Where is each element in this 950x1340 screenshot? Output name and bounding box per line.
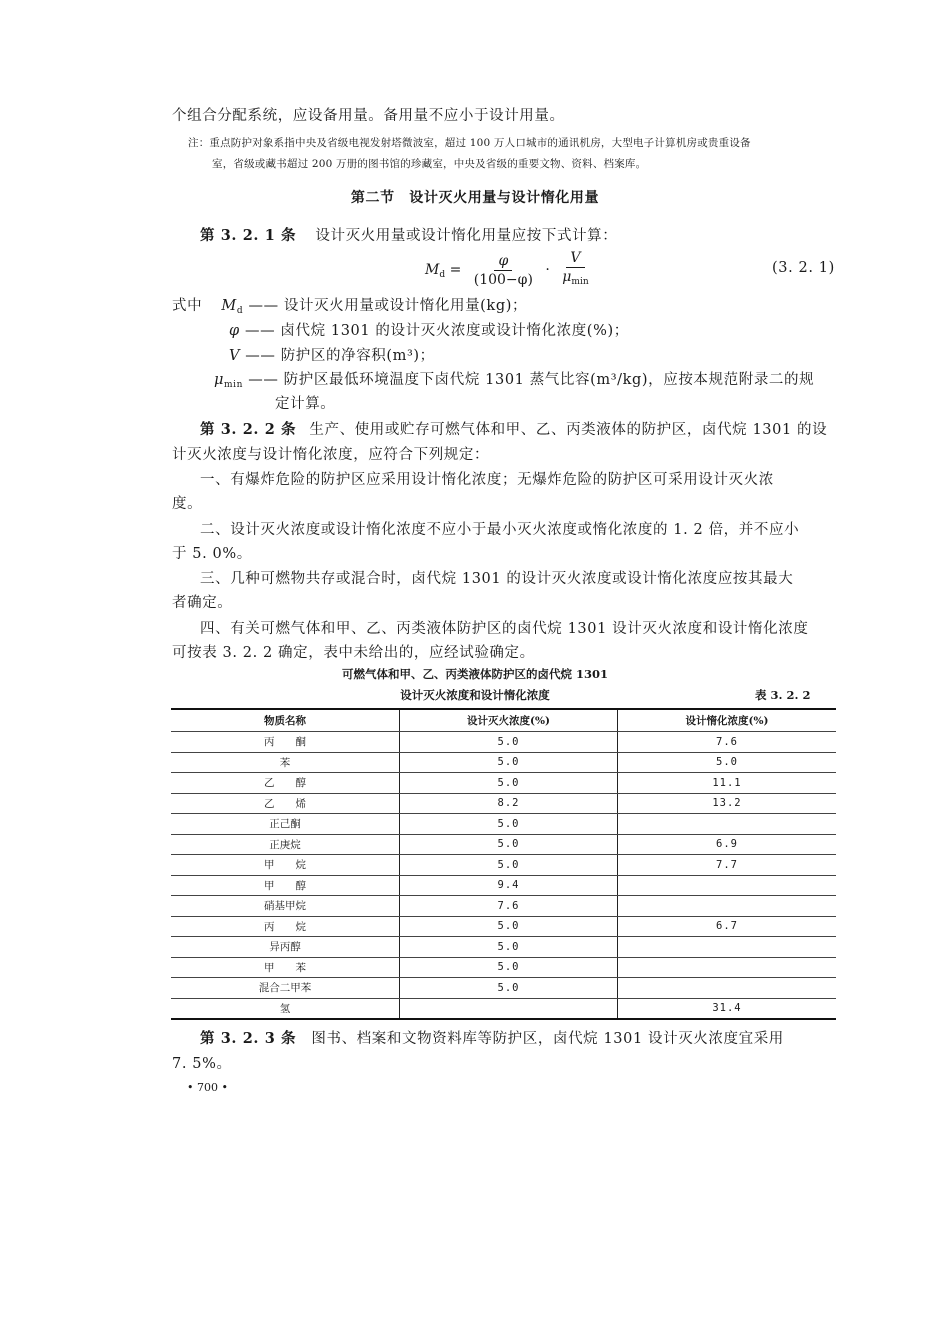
cell-substance: 丙 酮 <box>171 732 400 753</box>
where-v <box>229 344 435 365</box>
cell-substance: 甲 苯 <box>171 957 400 978</box>
note-line-1: 注：重点防护对象系指中央及省级电视发射塔微波室，超过 100 万人口城市的通讯机房，大型电子计算机房或贵重设备 <box>188 137 751 149</box>
item-2: 二、设计灭火浓度或设计惰化浓度不应小于最小灭火浓度或惰化浓度的 1. 2 倍，并不应小 <box>200 522 800 538</box>
cell-substance: 苯 <box>171 752 400 773</box>
formula-lhs-sub: d <box>439 270 446 280</box>
item-4-cont: 可按表 3. 2. 2 确定，表中未给出的，应经试验确定。 <box>172 645 535 661</box>
concentration-table <box>171 708 836 1020</box>
cell-substance: 异丙醇 <box>171 937 400 958</box>
header-inerting: 设计惰化浓度(%) <box>618 709 837 732</box>
article-3-2-2 <box>200 418 827 439</box>
article-3-2-3-cont: 7. 5%。 <box>172 1056 232 1072</box>
formula-equals: = <box>449 262 462 278</box>
cell-inerting: 7.6 <box>618 732 837 753</box>
article-text: 生产、使用或贮存可燃气体和甲、乙、丙类液体的防护区，卤代烷 1301 的设 <box>309 422 828 438</box>
phi-description: —— 卤代烷 1301 的设计灭火浓度或设计惰化浓度(%)； <box>244 323 629 339</box>
fraction-1-numerator: φ <box>494 253 512 271</box>
md-description: —— 设计灭火用量或设计惰化用量(kg)； <box>248 298 528 314</box>
cell-substance: 正己酮 <box>171 814 400 835</box>
fraction-1 <box>470 253 537 288</box>
table-row <box>171 732 836 753</box>
mu-description-cont: 定计算。 <box>275 396 336 412</box>
cell-inerting: 11.1 <box>618 773 837 794</box>
v-description: —— 防护区的净容积(m³)； <box>245 348 435 364</box>
table-row <box>171 752 836 773</box>
fraction-1-denominator: (100−φ) <box>473 271 533 288</box>
header-extinguishing: 设计灭火浓度(%) <box>400 709 618 732</box>
table-row <box>171 937 836 958</box>
cell-substance: 氢 <box>171 998 400 1019</box>
mu-symbol-sub: min <box>224 380 244 390</box>
table-title-line-2: 设计灭火浓度和设计惰化浓度 <box>400 688 550 702</box>
fraction-2-denominator-sub: min <box>571 277 589 287</box>
cell-extinguishing: 5.0 <box>400 752 618 773</box>
table-row <box>171 814 836 835</box>
table-title-line-1: 可燃气体和甲、乙、丙类液体防护区的卤代烷 1301 <box>341 667 608 681</box>
table-row <box>171 834 836 855</box>
cell-extinguishing: 5.0 <box>400 937 618 958</box>
cell-inerting <box>618 896 837 917</box>
table-number: 表 3. 2. 2 <box>755 688 811 702</box>
cell-inerting: 13.2 <box>618 793 837 814</box>
cell-extinguishing: 9.4 <box>400 875 618 896</box>
item-3: 三、几种可燃物共存或混合时，卤代烷 1301 的设计灭火浓度或设计惰化浓度应按其最大 <box>200 571 794 587</box>
article-label: 第 3. 2. 1 条 <box>200 227 297 244</box>
cell-extinguishing: 5.0 <box>400 773 618 794</box>
article-3-2-2-cont: 计灭火浓度与设计惰化浓度，应符合下列规定： <box>172 447 490 463</box>
cell-extinguishing: 8.2 <box>400 793 618 814</box>
phi-symbol: φ <box>229 323 240 339</box>
where-phi <box>229 319 629 340</box>
article-text: 设计灭火用量或设计惰化用量应按下式计算： <box>315 228 618 244</box>
cell-inerting: 6.9 <box>618 834 837 855</box>
cell-extinguishing: 5.0 <box>400 732 618 753</box>
cell-extinguishing: 5.0 <box>400 855 618 876</box>
mu-description: —— 防护区最低环境温度下卤代烷 1301 蒸气比容(m³/kg)，应按本规范附录二的规 <box>248 372 815 388</box>
cell-inerting <box>618 978 837 999</box>
md-symbol: M <box>221 298 237 314</box>
cell-substance: 混合二甲苯 <box>171 978 400 999</box>
table-row <box>171 998 836 1019</box>
cell-inerting: 5.0 <box>618 752 837 773</box>
cell-substance: 正庚烷 <box>171 834 400 855</box>
table-row <box>171 916 836 937</box>
where-md <box>172 294 527 316</box>
formula-lhs: M <box>425 262 440 278</box>
cell-substance: 硝基甲烷 <box>171 896 400 917</box>
table-row <box>171 793 836 814</box>
cell-extinguishing <box>400 998 618 1019</box>
cell-extinguishing: 5.0 <box>400 814 618 835</box>
where-prefix: 式中 <box>172 298 203 314</box>
cell-inerting: 7.7 <box>618 855 837 876</box>
formula-number: (3. 2. 1) <box>772 260 835 276</box>
where-mu <box>214 368 814 390</box>
table-row <box>171 957 836 978</box>
cell-inerting: 31.4 <box>618 998 837 1019</box>
table-row <box>171 978 836 999</box>
cell-inerting <box>618 875 837 896</box>
item-2-cont: 于 5. 0%。 <box>172 546 252 562</box>
cell-extinguishing: 7.6 <box>400 896 618 917</box>
cell-extinguishing: 5.0 <box>400 957 618 978</box>
cell-substance: 乙 烯 <box>171 793 400 814</box>
table-header-row <box>171 709 836 732</box>
cell-substance: 丙 烷 <box>171 916 400 937</box>
cell-extinguishing: 5.0 <box>400 978 618 999</box>
fraction-2 <box>558 250 592 290</box>
page-number: • 700 • <box>187 1081 228 1094</box>
table-row <box>171 875 836 896</box>
fraction-2-numerator: V <box>566 250 584 268</box>
table-row <box>171 773 836 794</box>
note-line-2: 室，省级或藏书超过 200 万册的图书馆的珍藏室，中央及省级的重要文物、资料、档案库。 <box>212 158 647 170</box>
article-3-2-3 <box>200 1027 784 1048</box>
cell-extinguishing: 5.0 <box>400 834 618 855</box>
article-label: 第 3. 2. 2 条 <box>200 421 297 438</box>
item-4: 四、有关可燃气体和甲、乙、丙类液体防护区的卤代烷 1301 设计灭火浓度和设计惰化浓度 <box>200 621 809 637</box>
mu-symbol: μ <box>214 372 225 388</box>
v-symbol: V <box>229 348 241 364</box>
formula <box>425 250 597 290</box>
md-symbol-sub: d <box>236 306 244 316</box>
cell-inerting <box>618 814 837 835</box>
cell-substance: 甲 醇 <box>171 875 400 896</box>
cell-inerting <box>618 957 837 978</box>
formula-dot: · <box>545 262 550 278</box>
cell-extinguishing: 5.0 <box>400 916 618 937</box>
header-substance: 物质名称 <box>171 709 400 732</box>
item-3-cont: 者确定。 <box>172 595 233 611</box>
item-1-cont: 度。 <box>172 496 203 512</box>
paragraph-continuation: 个组合分配系统，应设备用量。备用量不应小于设计用量。 <box>172 108 565 124</box>
article-3-2-1 <box>200 224 617 245</box>
article-text: 图书、档案和文物资料库等防护区，卤代烷 1301 设计灭火浓度宜采用 <box>311 1031 784 1047</box>
table-row <box>171 896 836 917</box>
cell-inerting: 6.7 <box>618 916 837 937</box>
section-title: 第二节 设计灭火用量与设计惰化用量 <box>350 190 600 206</box>
item-1: 一、有爆炸危险的防护区应采用设计惰化浓度；无爆炸危险的防护区可采用设计灭火浓 <box>200 472 774 488</box>
cell-inerting <box>618 937 837 958</box>
table-row <box>171 855 836 876</box>
fraction-2-denominator: μ <box>562 269 572 285</box>
article-label: 第 3. 2. 3 条 <box>200 1030 297 1047</box>
cell-substance: 甲 烷 <box>171 855 400 876</box>
cell-substance: 乙 醇 <box>171 773 400 794</box>
